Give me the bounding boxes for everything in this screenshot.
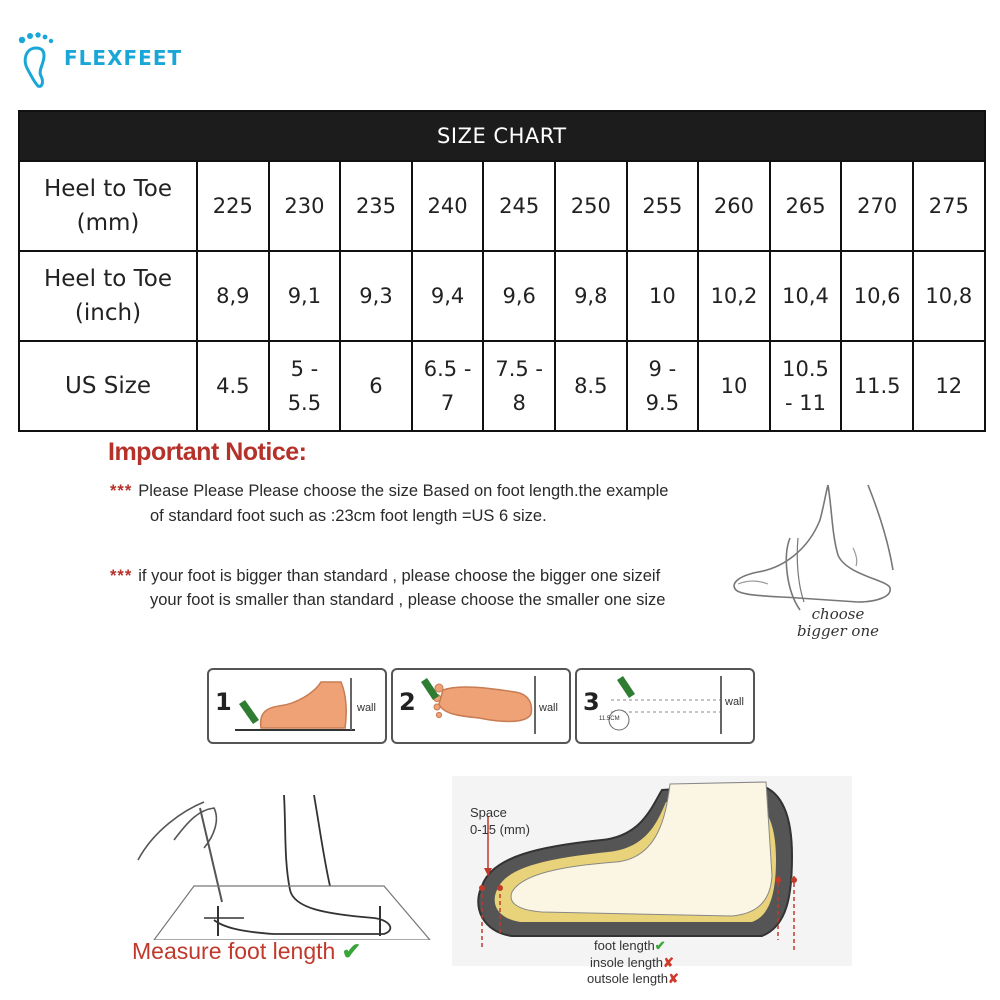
step-1-foot-illustration [235, 674, 359, 738]
size-cell-line: 245 [499, 194, 540, 218]
outsole-length-label [587, 971, 679, 987]
row-header-line: (inch) [74, 300, 142, 326]
row-header [19, 161, 197, 251]
size-cell [555, 161, 627, 251]
step-3-ruler-text: 11.5CM [599, 716, 620, 722]
size-cell [627, 161, 699, 251]
size-cell-line: 6.5 - [423, 357, 472, 381]
space-line-2: 0-15 (mm) [470, 822, 530, 837]
size-cell-line: 9 - [648, 357, 677, 381]
step-2-panel [391, 668, 571, 744]
notice-text-2a: if your foot is bigger than standard , please choose the bigger one sizeif [138, 567, 661, 585]
space-line-1: Space [470, 805, 507, 820]
size-cell-line: 9,8 [574, 284, 608, 308]
size-cell-line: 225 [212, 194, 253, 218]
size-cell-line: 230 [284, 194, 325, 218]
size-cell-line: 255 [642, 194, 683, 218]
size-cell-line: 270 [857, 194, 898, 218]
size-cell [269, 341, 341, 431]
size-cell [841, 251, 913, 341]
size-cell-line: 250 [570, 194, 611, 218]
checkmark-icon: ✔ [654, 938, 666, 953]
row-header-line: US Size [65, 373, 151, 399]
size-cell-line: 10.5 [782, 357, 829, 381]
size-cell [483, 251, 555, 341]
size-cell [412, 251, 484, 341]
size-chart-table [18, 110, 986, 432]
size-cell [913, 251, 985, 341]
step-2-foot-illustration [419, 674, 543, 738]
size-cell [698, 341, 770, 431]
choose-line-2: bigger one [797, 622, 879, 640]
size-row [19, 251, 985, 341]
size-cell-line: 9.5 [645, 391, 680, 415]
size-cell-line: 10 [720, 374, 748, 398]
size-cell [555, 251, 627, 341]
size-cell [698, 251, 770, 341]
cross-icon: ✘ [663, 955, 674, 970]
size-cell [770, 341, 842, 431]
size-cell [269, 251, 341, 341]
size-cell-line: 9,3 [359, 284, 393, 308]
size-cell-line: 8,9 [216, 284, 250, 308]
size-cell [770, 161, 842, 251]
size-cell-line: 8 [512, 391, 526, 415]
size-cell [555, 341, 627, 431]
notice-stars-1: *** [110, 482, 133, 500]
row-header-line: Heel to Toe [43, 176, 173, 202]
size-cell-line: 9,1 [287, 284, 322, 308]
step-2-wall-label: wall [539, 702, 558, 714]
size-cell-line: 6 [369, 374, 383, 398]
size-cell [913, 161, 985, 251]
size-cell-line: 10,6 [853, 284, 901, 308]
size-cell [483, 341, 555, 431]
size-cell-line: 10 [648, 284, 676, 308]
size-cell [340, 341, 412, 431]
size-cell-line: 11.5 [853, 374, 901, 398]
brand-logo [14, 30, 204, 90]
size-cell-line: 275 [928, 194, 969, 218]
notice-text-2b: your foot is smaller than standard , please choose the smaller one size [150, 591, 666, 609]
measure-foot-label [132, 938, 361, 965]
size-cell-line: 10,4 [782, 284, 829, 308]
notice-title: Important Notice: [108, 438, 307, 466]
insole-length-text: insole length [590, 955, 663, 970]
measure-foot-text: Measure foot length [132, 938, 336, 964]
step-2-number: 2 [399, 688, 416, 716]
size-cell-line: 12 [935, 374, 963, 398]
notice-line-1 [110, 482, 668, 501]
size-cell-line: 260 [713, 194, 754, 218]
size-cell [698, 161, 770, 251]
size-cell-line: 4.5 [216, 374, 250, 398]
space-label [470, 804, 530, 838]
size-cell [197, 161, 269, 251]
size-cell [412, 161, 484, 251]
size-cell-line: 7 [440, 391, 455, 415]
size-cell [627, 341, 699, 431]
size-cell-line: 5.5 [287, 391, 322, 415]
row-header [19, 341, 197, 431]
notice-text-1a: Please Please Please choose the size Based on foot length.the example [138, 482, 669, 500]
step-3-panel [575, 668, 755, 744]
size-cell-line: 240 [427, 194, 468, 218]
size-cell-line: 5 - [290, 357, 319, 381]
size-cell [197, 251, 269, 341]
foot-sketch-illustration [728, 480, 908, 620]
brand-name: FLEXFEET [64, 46, 183, 70]
choose-bigger-label [783, 606, 893, 640]
step-3-ruler-illustration [603, 674, 727, 738]
row-header-line: Heel to Toe [43, 266, 173, 292]
size-row [19, 161, 985, 251]
step-1-panel [207, 668, 387, 744]
size-cell [340, 161, 412, 251]
cross-icon: ✘ [667, 971, 679, 986]
size-cell-line: 10,2 [710, 284, 758, 308]
step-1-wall-label: wall [357, 702, 376, 714]
size-cell [841, 341, 913, 431]
choose-line-1: choose [811, 605, 865, 623]
notice-text-1b: of standard foot such as :23cm foot length =US 6 size. [150, 507, 547, 525]
size-row [19, 341, 985, 431]
step-3-wall-label: wall [725, 696, 744, 708]
size-cell [483, 161, 555, 251]
step-1-number: 1 [215, 688, 232, 716]
size-cell [913, 341, 985, 431]
size-cell-line: 9,6 [502, 284, 536, 308]
size-cell [627, 251, 699, 341]
foot-length-label [594, 938, 666, 954]
size-cell-line: - 11 [785, 391, 827, 415]
size-cell-line: 8.5 [574, 374, 608, 398]
footprint-icon [14, 30, 62, 90]
size-cell-line: 9,4 [430, 284, 465, 308]
row-header-line: (mm) [76, 210, 140, 236]
size-cell-line: 10,8 [925, 284, 973, 308]
size-cell-line: 235 [355, 194, 397, 218]
size-cell [340, 251, 412, 341]
size-cell [197, 341, 269, 431]
size-cell [841, 161, 913, 251]
measure-foot-illustration [134, 790, 434, 940]
size-cell [412, 341, 484, 431]
notice-line-2 [110, 567, 660, 586]
size-cell-line: 265 [785, 194, 826, 218]
checkmark-icon: ✔ [341, 938, 361, 964]
size-cell-line: 7.5 - [495, 357, 543, 381]
row-header [19, 251, 197, 341]
size-chart-title: SIZE CHART [19, 111, 985, 161]
step-3-number: 3 [583, 688, 600, 716]
size-cell [770, 251, 842, 341]
size-cell [269, 161, 341, 251]
insole-length-label [590, 955, 674, 971]
outsole-length-text: outsole length [587, 971, 668, 986]
foot-length-text: foot length [594, 938, 655, 953]
notice-stars-2: *** [110, 567, 133, 585]
